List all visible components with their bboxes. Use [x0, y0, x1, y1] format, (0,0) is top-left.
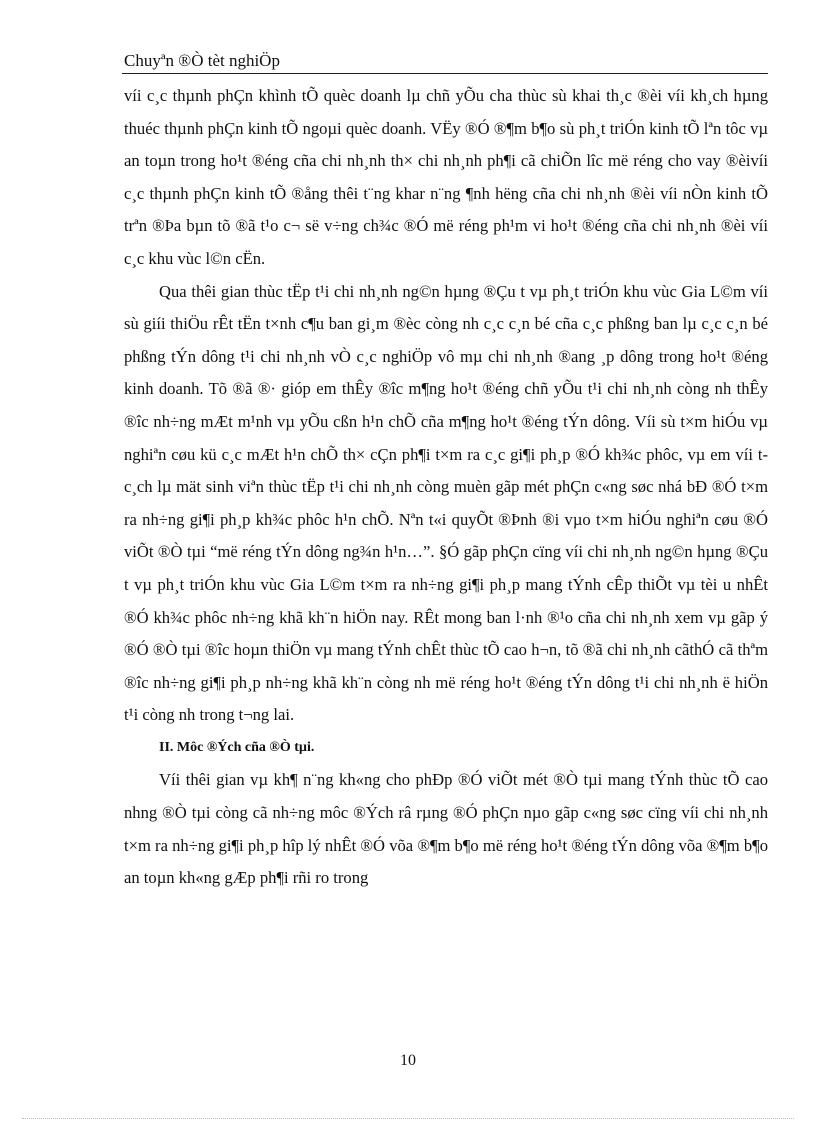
- section-heading: II. Môc ®Ých cña ®Ò tµi.: [159, 739, 315, 755]
- paragraph-3: Víi thêi gian vµ kh¶ n¨ng kh«ng cho phÐp ®Ó viÕt mét ®Ò tµi mang tÝnh thùc tÕ cao nhng ®Ò tµi còng cã nh÷ng môc ®Ých râ rµng ®Ó phÇn nµo gãp c«ng søc cïng víi chi nh¸nh t×m ra nh÷ng gi¶i ph¸p hîp lý nhÊt ®Ó võa ®¶m b¶o më réng ho¹t ®éng tÝn dông võa ®¶m b¶o an toµn kh«ng gÆp ph¶i rñi ro trong: [124, 770, 768, 888]
- page-header: [122, 50, 768, 74]
- page-edge-divider: [22, 1118, 794, 1119]
- page-body: [124, 80, 768, 895]
- paragraph-2: Qua thêi gian thùc tËp t¹i chi nh¸nh ng©n hµng ®Çu t vµ ph¸t triÓn khu vùc Gia L©m víi sù giíi thiÖu rÊt tËn t×nh c¶u ban gi¸m ®èc còng nh c¸c c¸n bé cña c¸c phßng ban lµ c¸c c¸n bé phßng tÝn dông t¹i chi nh¸nh vÒ c¸c nghiÖp vô mµ chi nh¸nh ®ang ¸p dông trong ho¹t ®éng kinh doanh. Tõ ®ã ®· gióp em thÊy ®îc m¶ng ho¹t ®éng chñ yÕu t¹i chi nh¸nh còng nh thÊy ®îc nh÷ng mÆt m¹nh vµ yÕu cßn h¹n chÕ cña m¶ng ho¹t ®éng tÝn dông. Víi sù t×m hiÓu vµ nghiªn cøu kü c¸c mÆt h¹n chÕ th× cÇn ph¶i t×m ra c¸c gi¶i ph¸p ®Ó kh¾c phôc, vµ em víi t c¸ch lµ mät sinh viªn thùc tËp t¹i chi nh¸nh còng muèn gãp mét phÇn c«ng søc nhá bÐ ®Ó t×m ra nh÷ng gi¶i ph¸p kh¾c phôc h¹n chÕ. Nªn t«i quyÕt ®Þnh ®i vµo t×m hiÓu nghiªn cøu ®Ó viÕt ®Ò tµi “më réng tÝn dông ng¾n h¹n…”. §Ó gãp phÇn cïng víi chi nh¸nh ng©n hµng ®Çu t vµ ph¸t triÓn khu vùc Gia L©m t×m ra nh÷ng gi¶i ph¸p mang tÝnh cÊp thiÕt vµ tèi u nhÊt ®Ó kh¾c phôc nh÷ng khã kh¨n hiÖn nay. RÊt mong ban l·nh ®¹o cña chi nh¸nh xem vµ gãp ý ®Ó ®Ò tµi ®îc hoµn thiÖn vµ mang tÝnh chÊt thùc tÕ cao h¬n, tõ ®ã chi nh¸nh cãthÓ cã thªm ®îc nh÷ng gi¶i ph¸p nh÷ng khã kh¨n còng nh më réng ho¹t ®éng tÝn dông t¹i chi nh¸nh ë hiÖn t¹i còng nh trong t¬ng lai.: [124, 281, 768, 725]
- header-title: Chuyªn ®Ò tèt nghiÖp: [124, 51, 280, 70]
- paragraph-1: víi c¸c thµnh phÇn khình tÕ quèc doanh lµ chñ yÕu cha thùc sù khai th¸c ®èi víi kh¸ch hµng thuéc thµnh phÇn kinh tÕ ngoµi quèc doanh. VËy ®Ó ®¶m b¶o sù ph¸t triÓn kinh tÕ lªn tôc vµ an toµn trong ho¹t ®éng cña chi nh¸nh th× chi nh¸nh ph¶i cã chiÕn lîc më réng cho vay ®èivíi c¸c thµnh phÇn kinh tÕ ®ång thêi t¨ng khar n¨ng ¶nh hëng cña chi nh¸nh ®èi víi nÒn kinh tÕ trªn ®Þa bµn tõ ®ã t¹o c¬ së v÷ng ch¾c ®Ó më réng ph¹m vi ho¹t ®éng cña chi nh¸nh ®èi víi c¸c khu vùc l©n cËn.: [124, 86, 768, 268]
- header-rule: [122, 73, 768, 74]
- page-number: 10: [400, 1052, 416, 1069]
